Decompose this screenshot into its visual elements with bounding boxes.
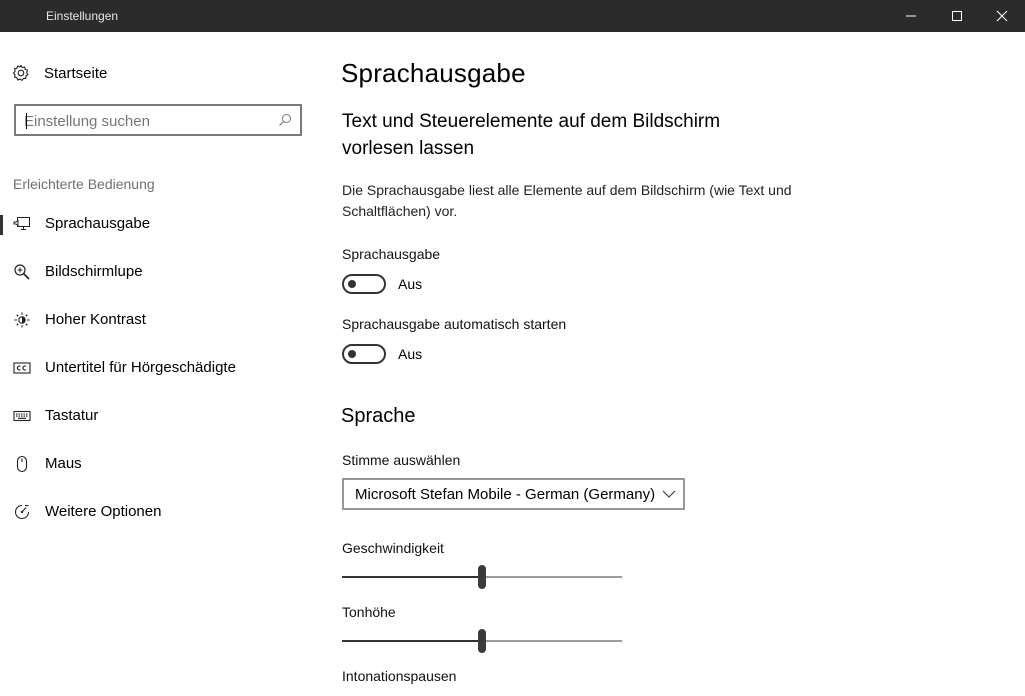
search-input[interactable] — [24, 111, 264, 131]
mouse-icon — [13, 455, 31, 473]
sidebar-item-mouse[interactable] — [0, 444, 322, 484]
language-section-title: Sprache — [341, 405, 416, 427]
maximize-button[interactable] — [934, 0, 980, 32]
sidebar-item-other-options[interactable] — [0, 492, 322, 532]
narrator-toggle-label: Sprachausgabe — [342, 246, 441, 262]
search-box[interactable] — [14, 104, 302, 136]
sidebar-item-magnifier[interactable] — [0, 252, 322, 292]
gear-icon — [12, 64, 30, 82]
pitch-slider[interactable] — [342, 629, 622, 653]
voice-label: Stimme auswählen — [342, 452, 461, 468]
slider-fill — [342, 640, 482, 642]
close-button[interactable] — [979, 0, 1025, 32]
autostart-toggle[interactable] — [342, 344, 386, 364]
other-options-icon — [13, 503, 31, 521]
sidebar — [0, 32, 322, 696]
narrator-toggle-state: Aus — [398, 276, 423, 292]
sidebar-item-label: Weitere Optionen — [45, 503, 162, 520]
sidebar-item-label: Hoher Kontrast — [45, 311, 146, 328]
speed-label: Geschwindigkeit — [342, 540, 444, 556]
active-indicator — [0, 215, 3, 235]
search-icon[interactable] — [278, 113, 292, 127]
narrator-icon — [13, 215, 31, 233]
toggle-knob — [348, 350, 356, 358]
close-icon — [996, 10, 1008, 22]
sidebar-item-narrator[interactable] — [0, 204, 322, 244]
home-label: Startseite — [44, 64, 108, 82]
section-label-ease-of-access: Erleichterte Bedienung — [13, 176, 155, 192]
toggle-knob — [348, 280, 356, 288]
keyboard-icon — [13, 407, 31, 425]
sidebar-item-high-contrast[interactable] — [0, 300, 322, 340]
pitch-label: Tonhöhe — [342, 604, 396, 620]
home-link[interactable] — [12, 62, 107, 84]
text-caret — [26, 113, 27, 129]
brightness-icon — [13, 311, 31, 329]
minimize-button[interactable] — [888, 0, 934, 32]
window-title: Einstellungen — [46, 9, 119, 23]
sidebar-item-label: Maus — [45, 455, 82, 472]
voice-select-value: Microsoft Stefan Mobile - German (Germany) — [355, 486, 656, 503]
sidebar-item-keyboard[interactable] — [0, 396, 322, 436]
description-text: Die Sprachausgabe liest alle Elemente auf dem Bildschirm (wie Text und Schaltflächen) vor. — [342, 182, 792, 219]
slider-fill — [342, 576, 482, 578]
minimize-icon — [905, 10, 917, 22]
intonation-label: Intonationspausen — [342, 668, 457, 684]
section-subheading: Text und Steuerelemente auf dem Bildschirm vorlesen lassen — [342, 111, 721, 159]
speed-slider[interactable] — [342, 565, 622, 589]
autostart-toggle-label: Sprachausgabe automatisch starten — [342, 316, 567, 332]
sidebar-item-label: Sprachausgabe — [45, 215, 151, 232]
sidebar-item-closed-captions[interactable] — [0, 348, 322, 388]
sidebar-item-label: Tastatur — [45, 407, 99, 424]
chevron-down-icon — [662, 488, 676, 500]
closed-captions-icon — [13, 359, 31, 377]
maximize-icon — [951, 10, 963, 22]
autostart-toggle-state: Aus — [398, 346, 423, 362]
slider-thumb[interactable] — [478, 629, 486, 653]
narrator-toggle[interactable] — [342, 274, 386, 294]
magnifier-icon — [13, 263, 31, 281]
page-title: Sprachausgabe — [341, 58, 526, 88]
slider-thumb[interactable] — [478, 565, 486, 589]
main-content — [341, 32, 1025, 696]
sidebar-item-label: Bildschirmlupe — [45, 263, 143, 280]
voice-select[interactable] — [342, 478, 685, 510]
title-bar — [0, 0, 1025, 32]
sidebar-item-label: Untertitel für Hörgeschädigte — [45, 359, 236, 376]
